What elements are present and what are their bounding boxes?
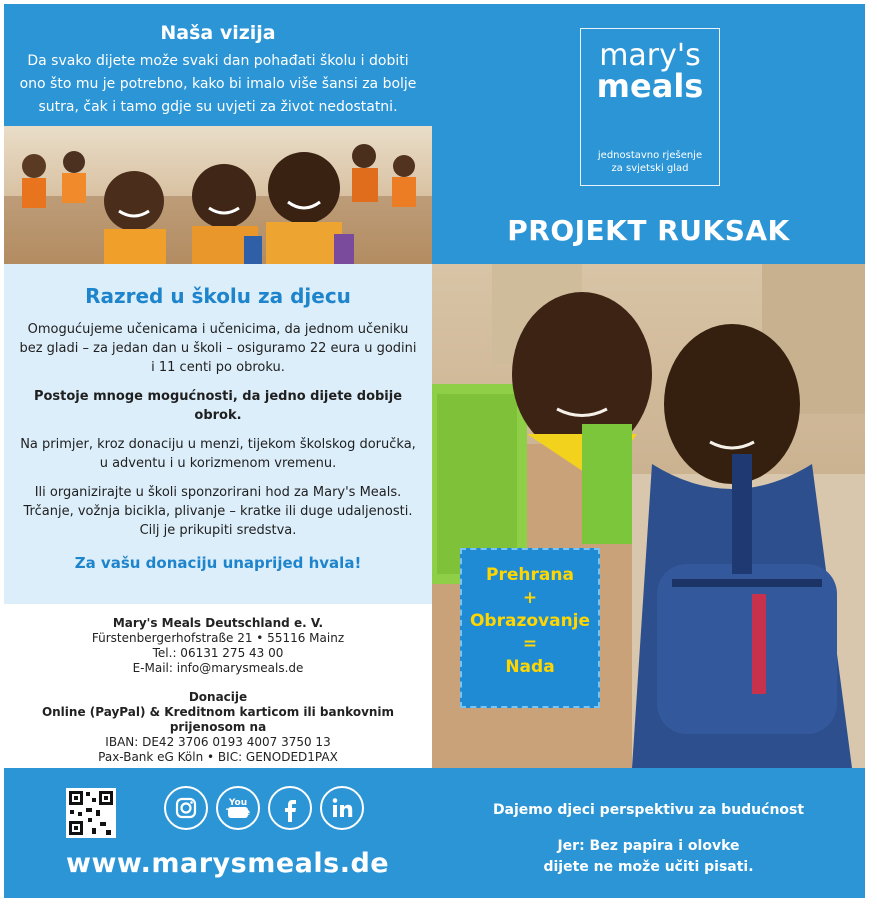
equation-hope: Nada bbox=[505, 657, 555, 677]
info-paragraph-4: Ili organizirajte u školi sponzorirani hod za Mary's Meals. Trčanje, vožnja bicikla, plivanje – kratke ili duge udaljenosti. Cilj je prikupiti sredstva. bbox=[23, 485, 413, 538]
logo-tagline-1: jednostavno rješenje bbox=[597, 150, 703, 161]
logo-line-2: meals bbox=[596, 67, 704, 105]
youtube-icon[interactable] bbox=[216, 786, 260, 830]
info-paragraph-3: Na primjer, kroz donaciju u menzi, tijekom školskog doručka, u adventu i u korizmenom vremenu. bbox=[20, 437, 416, 471]
footer-tagline: Dajemo djeci perspektivu za budućnost bbox=[492, 802, 805, 818]
iban: IBAN: DE42 3706 0193 4007 3750 13 bbox=[105, 735, 331, 749]
vision-title: Naša vizija bbox=[160, 22, 276, 44]
website-link[interactable]: www.marysmeals.de bbox=[66, 848, 390, 879]
info-paragraph-2: Postoje mnoge mogućnosti, da jedno dijete dobije obrok. bbox=[33, 389, 403, 423]
footer-tagline-secondary bbox=[432, 836, 865, 878]
donation-methods: Online (PayPal) & Kreditnom karticom ili bankovnim prijenosom na bbox=[41, 705, 395, 734]
equation-nutrition: Prehrana bbox=[486, 565, 574, 585]
footer-tagline-line-2: dijete ne može učiti pisati. bbox=[543, 859, 754, 875]
donation-title: Donacije bbox=[188, 690, 248, 704]
bank-info: Pax-Bank eG Köln • BIC: GENODED1PAX bbox=[98, 750, 338, 764]
email[interactable]: E-Mail: info@marysmeals.de bbox=[132, 661, 304, 675]
address: Fürstenbergerhofstraße 21 • 55116 Mainz bbox=[91, 631, 345, 645]
qr-code-icon[interactable] bbox=[66, 788, 116, 838]
youtube-label: You Tube bbox=[225, 798, 251, 818]
info-thanks: Za vašu donaciju unaprijed hvala! bbox=[74, 554, 362, 572]
info-title: Razred u školu za djecu bbox=[85, 284, 351, 308]
equation-plus: + bbox=[522, 588, 538, 608]
classroom-photo bbox=[4, 126, 432, 264]
equation-box bbox=[460, 548, 600, 708]
marys-meals-logo bbox=[580, 28, 720, 186]
instagram-icon[interactable] bbox=[164, 786, 208, 830]
page-edge bbox=[865, 0, 877, 907]
contact-block bbox=[4, 604, 432, 768]
info-paragraph-1: Omogućujeme učenicama i učenicima, da jednom učeniku bez gladi – za jedan dan u školi – osiguramo 22 eura u godini i 11 centi po obroku. bbox=[19, 322, 417, 375]
logo-tagline-2: za svjetski glad bbox=[611, 163, 689, 174]
footer-tagline-line-1: Jer: Bez papira i olovke bbox=[557, 838, 740, 854]
equation-education: Obrazovanje bbox=[469, 611, 591, 631]
project-title: PROJEKT RUKSAK bbox=[507, 214, 790, 247]
logo-line-1: mary's bbox=[599, 38, 701, 73]
linkedin-icon[interactable] bbox=[320, 786, 364, 830]
telephone: Tel.: 06131 275 43 00 bbox=[152, 646, 284, 660]
facebook-icon[interactable] bbox=[268, 786, 312, 830]
equation-equals: = bbox=[522, 634, 538, 654]
org-name: Mary's Meals Deutschland e. V. bbox=[112, 616, 324, 630]
vision-panel bbox=[4, 4, 432, 126]
vision-text: Da svako dijete može svaki dan pohađati školu i dobiti ono što mu je potrebno, kako bi imalo više šansi za bolje sutra, čak i tamo gdje su uvjeti za život nedostatni. bbox=[19, 53, 417, 115]
info-panel bbox=[4, 264, 432, 604]
